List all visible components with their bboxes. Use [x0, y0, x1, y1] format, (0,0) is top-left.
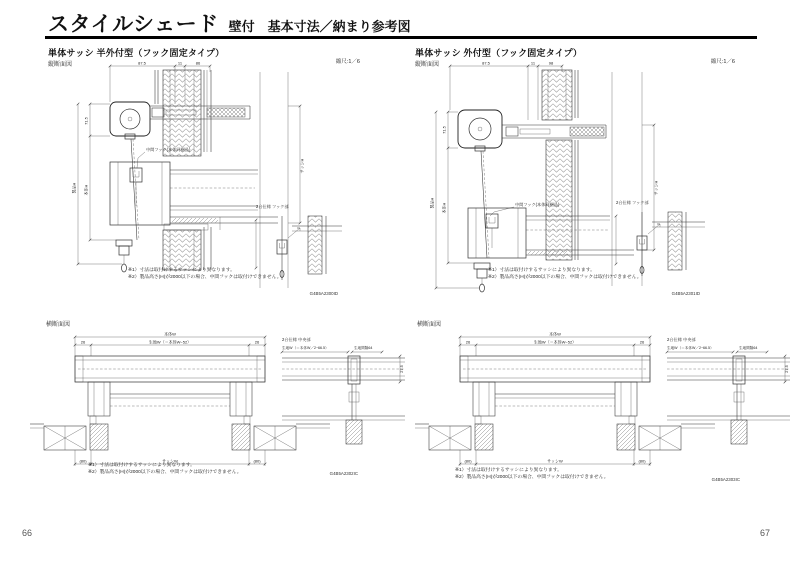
mid-hook-icon — [486, 214, 498, 228]
drawing-code-top-left: G4B5A2300ID — [309, 291, 338, 296]
svg-text:製品H: 製品H — [71, 182, 77, 194]
reference-lines — [612, 72, 642, 286]
mid-sash — [110, 162, 170, 225]
hook-callout — [137, 146, 191, 168]
svg-text:本体W: 本体W — [164, 331, 176, 337]
glazing-plan — [110, 394, 230, 406]
reference-lines — [260, 72, 288, 288]
shade-head-box — [110, 102, 150, 139]
notes-bottom-right: ※1）寸法は取付けするサッシにより異なります。 ※2）製品高さ(H)が2000以下の場合、中間フックは取付けできません。 — [455, 468, 609, 480]
svg-text:86: 86 — [195, 60, 201, 66]
mid-hook-icon — [130, 168, 142, 182]
fabric-drop — [481, 151, 489, 258]
upper-wall — [542, 70, 578, 120]
drawing-code-bottom-right: G4B5A2303IC — [711, 477, 740, 482]
horizontal-section-geometry — [30, 331, 405, 467]
svg-text:生地間隔64: 生地間隔64 — [354, 346, 373, 350]
drawing-code-bottom-left: G4B5A2302IC — [329, 471, 358, 476]
svg-text:11: 11 — [177, 60, 183, 66]
page-number-right: 67 — [760, 528, 771, 538]
svg-text:2台仕様 フック部: 2台仕様 フック部 — [256, 204, 289, 209]
view-label-bottom-left: 横断面図 — [46, 322, 71, 328]
svg-text:2台仕様 フック部: 2台仕様 フック部 — [616, 200, 649, 205]
jambs — [88, 382, 252, 424]
svg-text:71.5: 71.5 — [441, 126, 447, 134]
mid-sash — [468, 208, 526, 258]
svg-text:26: 26 — [80, 339, 86, 345]
svg-text:製品H: 製品H — [429, 197, 435, 209]
svg-text:サッシW: サッシW — [162, 458, 178, 464]
svg-text:98: 98 — [548, 60, 554, 66]
horizontal-section-drawing-right — [415, 332, 790, 480]
sill — [164, 217, 278, 230]
svg-text:71.5: 71.5 — [83, 117, 89, 125]
pull-handle-icon — [480, 284, 485, 292]
dim-fabric-width — [74, 337, 267, 356]
svg-text:サッシH: サッシH — [653, 180, 659, 196]
glazing-lines — [170, 170, 258, 210]
svg-text:中間フック(本体同梱品): 中間フック(本体同梱品) — [146, 147, 191, 152]
svg-text:本体H: 本体H — [83, 184, 89, 196]
svg-text:87.5: 87.5 — [482, 60, 490, 66]
svg-text:26: 26 — [254, 339, 260, 345]
shade-head-box — [458, 110, 502, 151]
shade-box-plan — [75, 356, 265, 382]
svg-text:(80): (80) — [253, 458, 261, 464]
svg-text:中間フック(本体同梱品): 中間フック(本体同梱品) — [515, 202, 560, 207]
scale-top-right: 縮尺:1／6 — [710, 59, 735, 65]
horizontal-section-drawing-left — [30, 332, 405, 480]
view-label-top-left: 縦断面図 — [48, 62, 73, 68]
notes-top-left: ※1）寸法は取付けするサッシにより異なります。 ※2）製品高さ(H)が2000以下の場合、中間フックは取付けできません。 — [128, 268, 282, 280]
center-detail — [281, 336, 405, 444]
hook-detail — [615, 199, 705, 276]
svg-text:(80): (80) — [79, 458, 87, 464]
lower-wall — [163, 227, 211, 270]
svg-text:本体H: 本体H — [441, 202, 447, 214]
scale-top-left: 縮尺:1／6 — [335, 59, 360, 65]
wall-plan — [30, 424, 330, 450]
notes-bottom-left: ※1）寸法は取付けするサッシにより異なります。 ※2）製品高さ(H)が2000以下の場合、中間フックは取付けできません。 — [88, 463, 242, 475]
svg-text:2台仕様 中央部: 2台仕様 中央部 — [282, 337, 311, 342]
svg-text:サッシH: サッシH — [299, 158, 305, 174]
upper-wall — [155, 70, 211, 156]
svg-text:11: 11 — [530, 60, 536, 66]
page-title — [48, 8, 411, 38]
pull-handle-icon — [122, 264, 127, 272]
drawing-code-top-right: G4B5A2301ID — [671, 291, 700, 296]
head-frame — [502, 125, 606, 138]
title-underline — [45, 36, 757, 39]
svg-text:生地W（＝本体W／2−66.5）: 生地W（＝本体W／2−66.5） — [282, 346, 329, 350]
svg-text:27.5: 27.5 — [399, 365, 404, 373]
view-label-top-right: 縦断面図 — [415, 62, 440, 68]
wall-below-frame — [546, 140, 578, 260]
dim-body-width — [74, 331, 267, 339]
svg-text:生地W（＝本体W−52）: 生地W（＝本体W−52） — [148, 339, 192, 345]
product-title: スタイルシェード — [48, 13, 219, 36]
sill — [526, 250, 634, 255]
page-number-left: 66 — [22, 528, 33, 538]
view-label-bottom-right: 横断面図 — [417, 322, 442, 328]
page-subtitle: 壁付 基本寸法／納まり参考図 — [228, 19, 411, 34]
notes-top-right: ※1）寸法は取付けするサッシにより異なります。 ※2）製品高さ(H)が2000以下の場合、中間フックは取付けできません。 — [488, 268, 642, 280]
dims-right — [288, 105, 305, 225]
heading-top-right: 単体サッシ 外付型（フック固定タイプ） — [415, 48, 583, 58]
heading-top-left: 単体サッシ 半外付型（フック固定タイプ） — [48, 48, 225, 58]
svg-text:87.5: 87.5 — [138, 60, 146, 66]
